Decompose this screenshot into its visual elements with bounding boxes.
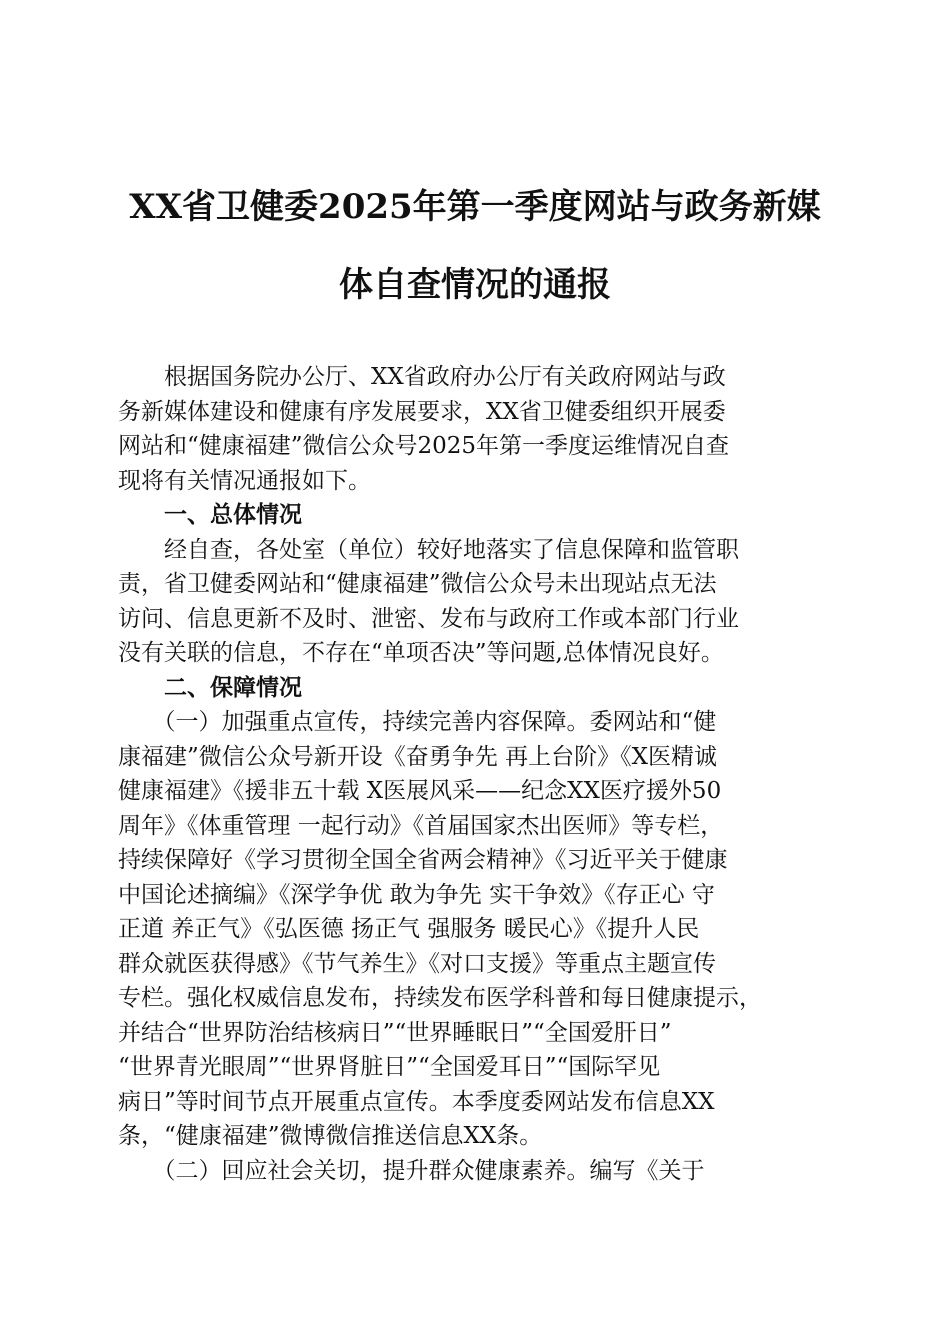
text-line: 群众就医获得感》《节气养生》《对口支援》等重点主题宣传 [118,950,716,977]
text-line: 康福建”微信公众号新开设《奋勇争先 再上台阶》《X医精诚 [118,743,717,770]
guarantee-paragraph-2 [118,1154,822,1189]
text-line: 务新媒体建设和健康有序发展要求，XX省卫健委组织开展委 [118,398,726,425]
section-heading-overall: 一、总体情况 [164,501,302,528]
document-body [118,360,822,1188]
text-line: 访问、信息更新不及时、泄密、发布与政府工作或本部门行业 [118,605,739,632]
text-line: 根据国务院办公厅、XX省政府办公厅有关政府网站与政 [164,364,726,390]
text-line: 责，省卫健委网站和“健康福建”微信公众号未出现站点无法 [118,571,717,597]
guarantee-paragraph-1 [118,705,822,1154]
text-line: 周年》《体重管理 一起行动》《首届国家杰出医师》等专栏， [118,812,724,839]
overall-paragraph [118,533,822,671]
intro-paragraph [118,360,822,498]
title-line: 体自查情况的通报 [339,265,611,305]
text-line: 条，“健康福建”微博微信推送信息XX条。 [118,1123,543,1149]
text-line: 现将有关情况通报如下。 [118,467,371,494]
text-line: 网站和“健康福建”微信公众号2025年第一季度运维情况自查 [118,433,730,459]
text-line: 持续保障好《学习贯彻全国全省两会精神》《习近平关于健康 [118,847,728,873]
title-line: XX省卫健委2025年第一季度网站与政务新媒 [129,187,821,227]
text-line: 中国论述摘编》《深学争优 敢为争先 实干争效》《存正心 守 [118,881,715,908]
text-line: 健康福建》《援非五十载 X医展风采——纪念XX医疗援外50 [118,778,722,804]
text-line: 正道 养正气》《弘医德 扬正气 强服务 暖民心》《提升人民 [118,916,700,942]
text-line: 病日”等时间节点开展重点宣传。本季度委网站发布信息XX [118,1088,715,1115]
text-line: 没有关联的信息，不存在“单项否决”等问题,总体情况良好。 [118,640,724,666]
document-title [118,168,832,324]
text-line: （二）回应社会关切，提升群众健康素养。编写《关于 [152,1157,705,1184]
section-heading-guarantee: 二、保障情况 [164,673,302,701]
text-line: 经自查，各处室（单位）较好地落实了信息保障和监管职 [164,536,739,563]
text-line: 并结合“世界防治结核病日”“世界睡眠日”“全国爱肝日” [118,1019,672,1046]
text-line: 专栏。强化权威信息发布，持续发布医学科普和每日健康提示， [118,985,762,1011]
text-line: “世界青光眼周”“世界肾脏日”“全国爱耳日”“国际罕见 [118,1054,661,1080]
text-line: （一）加强重点宣传，持续完善内容保障。委网站和“健 [152,709,717,735]
